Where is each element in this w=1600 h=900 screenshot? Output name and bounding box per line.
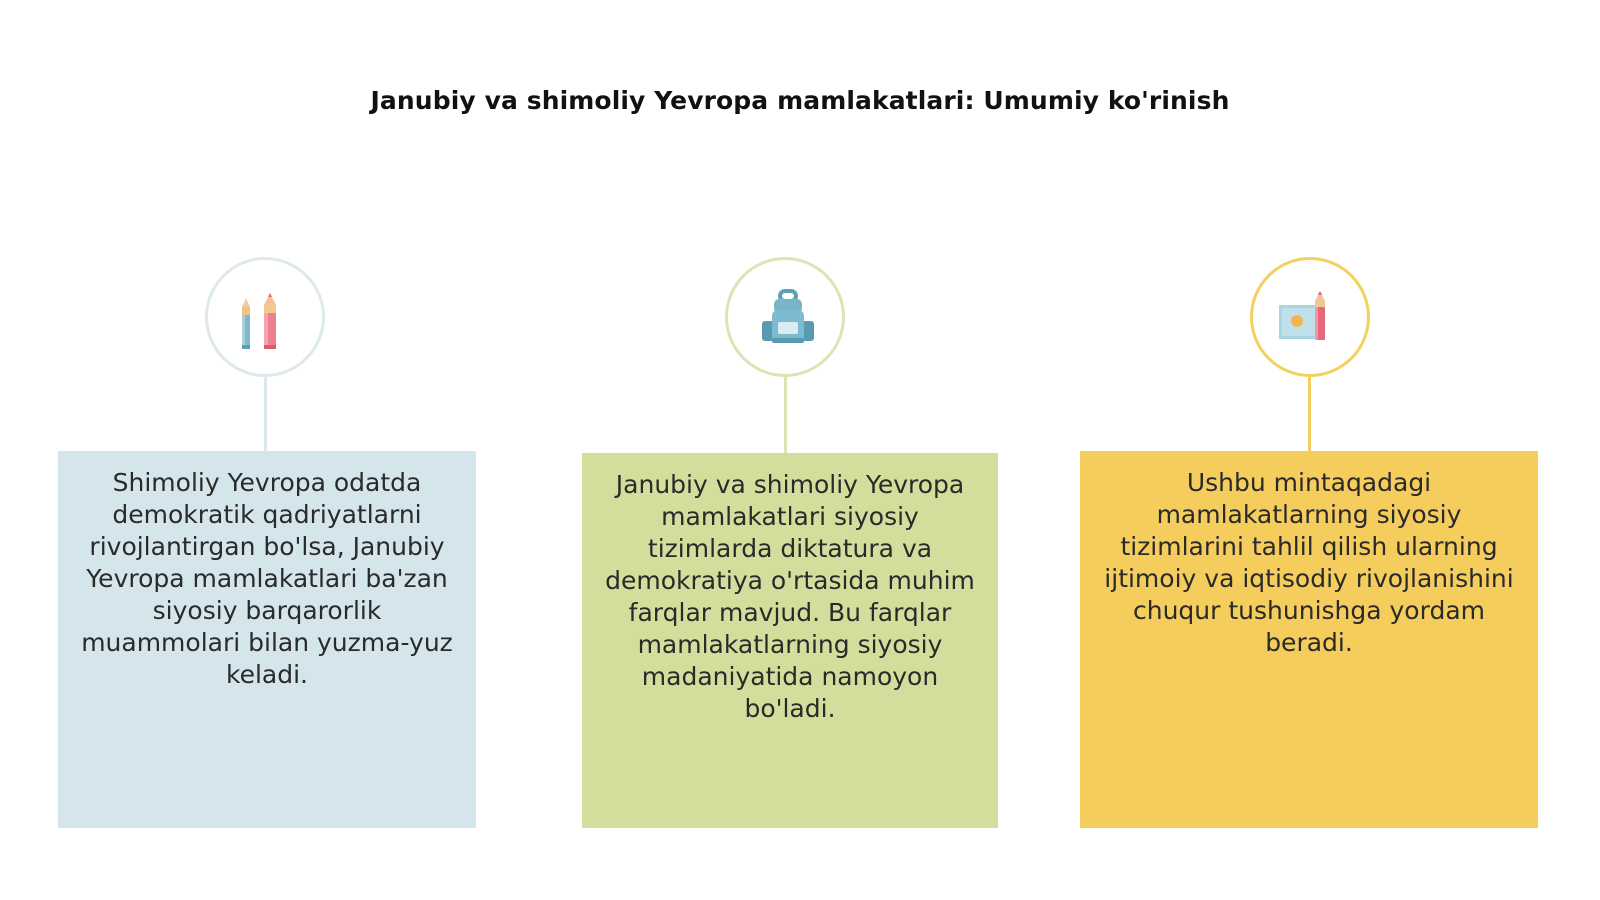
connector-line-2: [784, 377, 787, 453]
connector-line-3: [1308, 377, 1311, 451]
icon-circle-2: [725, 257, 845, 377]
card-text: Ushbu mintaqadagi mamlakatlarning siyosiy tizimlarini tahlil qilish ularning ijtimoiy va iqtisodiy rivojlanishini chuqur tushunishga yordam beradi.: [1104, 468, 1514, 657]
info-card-1: [58, 451, 476, 828]
pencils-icon: [208, 260, 328, 380]
connector-line-1: [264, 377, 267, 451]
card-text: Janubiy va shimoliy Yevropa mamlakatlari siyosiy tizimlarda diktatura va demokratiya o'rtasida muhim farqlar mavjud. Bu farqlar mamlakatlarning siyosiy madaniyatida namoyon bo'ladi.: [605, 470, 975, 723]
icon-circle-1: [205, 257, 325, 377]
info-card-3: [1080, 451, 1538, 828]
drawing-pencil-icon: [1253, 260, 1373, 380]
icon-circle-3: [1250, 257, 1370, 377]
card-text: Shimoliy Yevropa odatda demokratik qadriyatlarni rivojlantirgan bo'lsa, Janubiy Yevropa mamlakatlari ba'zan siyosiy barqarorlik muammolari bilan yuzma-yuz keladi.: [81, 468, 453, 689]
page-title: Janubiy va shimoliy Yevropa mamlakatlari: Umumiy ko'rinish: [370, 86, 1230, 115]
info-card-2: [582, 453, 998, 828]
backpack-icon: [728, 260, 848, 380]
